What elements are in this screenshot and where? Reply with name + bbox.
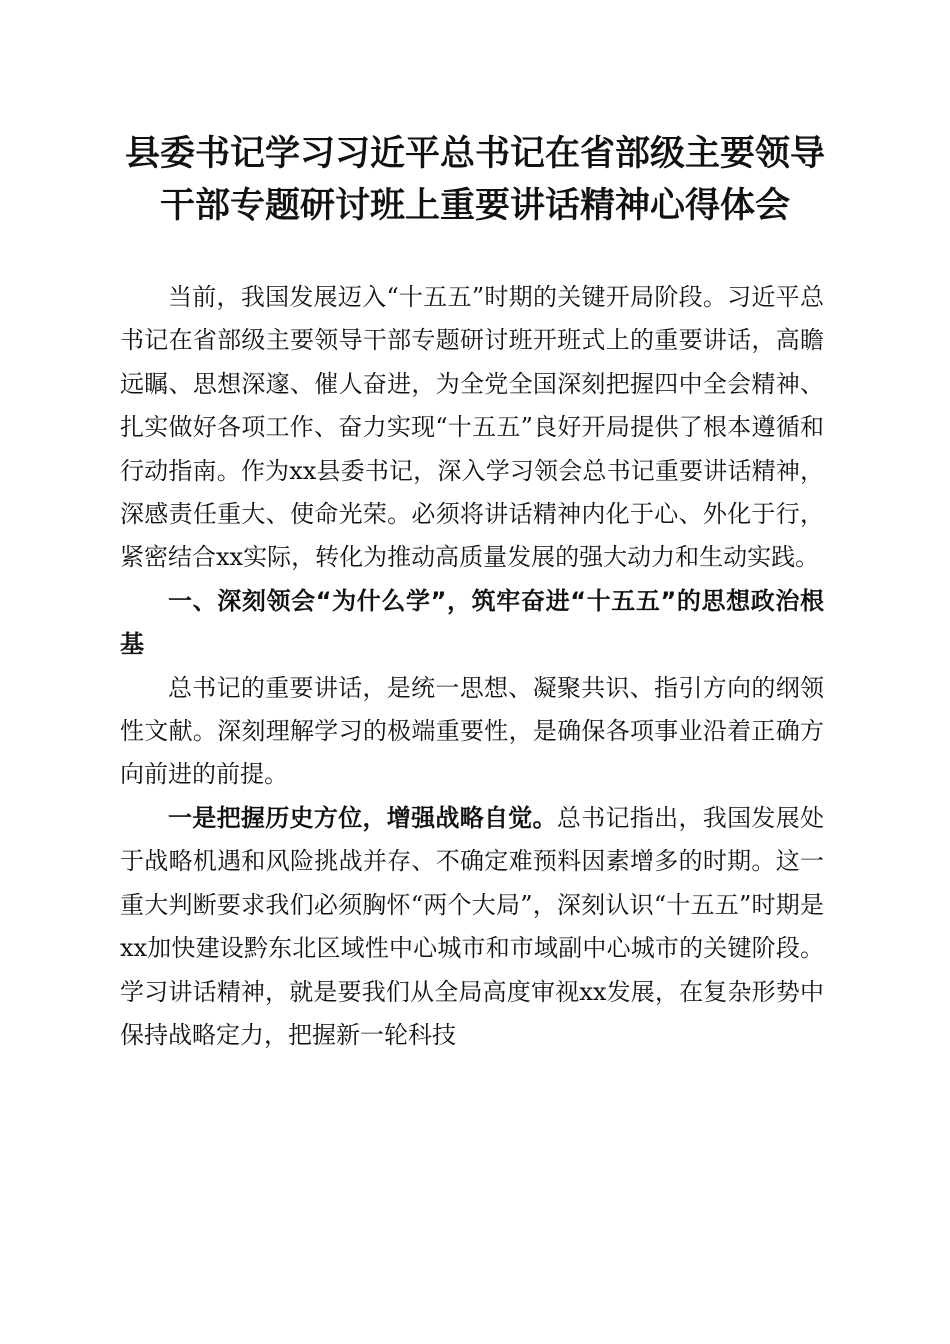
section-1-paragraph: 总书记的重要讲话，是统一思想、凝聚共识、指引方向的纲领性文献。深刻理解学习的极端重要性，是确保各项事业沿着正确方向前进的前提。 (120, 673, 824, 789)
title-line-1: 县委书记学习习近平总书记在省部级主要领导 (124, 134, 825, 174)
intro-paragraph: 当前，我国发展迈入“十五五”时期的关键开局阶段。习近平总书记在省部级主要领导干部专题研讨班开班式上的重要讲话，高瞻远瞩、思想深邃、催人奋进，为全党全国深刻把握四中全会精神、扎实做好各项工作、奋力实现“十五五”良好开局提供了根本遵循和行动指南。作为xx县委书记，深入学习领会总书记重要讲话精神，深感责任重大、使命光荣。必须将讲话精神内化于心、外化于行，紧密结合xx实际，转化为推动高质量发展的强大动力和生动实践。 (120, 283, 824, 572)
point-1-paragraph (120, 797, 824, 1057)
title-line-2: 干部专题研讨班上重要讲话精神心得体会 (159, 186, 790, 226)
document-body (120, 276, 824, 1057)
point-1-lead: 一是把握历史方位，增强战略自觉。 (168, 803, 557, 832)
section-heading-1: 一、深刻领会“为什么学”，筑牢奋进“十五五”的思想政治根基 (120, 586, 824, 659)
point-1-text: 总书记指出，我国发展处于战略机遇和风险挑战并存、不确定难预料因素增多的时期。这一重大判断要求我们必须胸怀“两个大局”，深刻认识“十五五”时期是xx加快建设黔东北区域性中心城市和市域副中心城市的关键阶段。学习讲话精神，就是要我们从全局高度审视xx发展，在复杂形势中保持战略定力，把握新一轮科技 (120, 803, 824, 1049)
document-title (100, 128, 850, 232)
